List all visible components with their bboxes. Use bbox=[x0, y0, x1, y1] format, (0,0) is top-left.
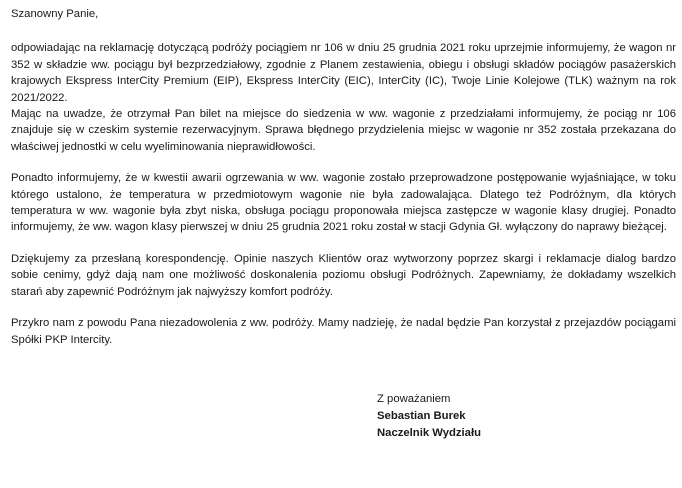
paragraph-sentence: Dziękujemy za przesłaną korespondencję. Opinie naszych Klientów oraz wytworzony poprzez skargi i reklamacje dialog bardzo sobie cenimy, gdyż dają nam one możliwość doskonalenia poziomu obsługi Podróżnych. Zapewniamy, że dokładamy wszelkich starań aby zapewnić Podróżnym jak najwyższy komfort podróży. bbox=[11, 252, 676, 298]
closing-greeting: Z poważaniem bbox=[377, 393, 451, 405]
paragraph-heating bbox=[11, 170, 676, 236]
paragraph-thanks bbox=[11, 251, 676, 300]
paragraph-sentence: odpowiadając na reklamację dotyczącą podróży pociągiem nr 106 w dniu 25 grudnia 2021 roku uprzejmie informujemy, że wagon nr 352 w składzie ww. pociągu był bezprzedziałowy, zgodnie z Planem zestawienia, obiegu i obsługi składów pociągów pasażerskich krajowych Ekspress InterCity Premium (EIP), Ekspress InterCity (EIC), InterCity (IC), Twoje Linie Kolejowe (TLK) ważnym na rok 2021/2022. bbox=[11, 42, 676, 104]
paragraph-apology bbox=[11, 315, 676, 348]
paragraph-sentence: Mając na uwadze, że otrzymał Pan bilet na miejsce do siedzenia w ww. wagonie z przedziałami informujemy, że pociąg nr 106 znajduje się w czeskim systemie rezerwacyjnym. Sprawa błędnego przydzielenia miejsc w wagonie nr 352 została przekazana do właściwej jednostki w celu wyeliminowania nieprawidłowości. bbox=[11, 108, 676, 153]
paragraph-reply-wagon bbox=[11, 40, 676, 155]
letter-body bbox=[11, 6, 676, 363]
salutation: Szanowny Panie, bbox=[11, 8, 99, 20]
signature-block bbox=[377, 391, 481, 441]
paragraph-sentence: Ponadto informujemy, że w kwestii awarii ogrzewania w ww. wagonie zostało przeprowadzone postępowanie wyjaśniające, w toku którego ustalono, że temperatura w przedmiotowym wagonie nie była zadowalająca. Dlatego też Podróżnym, dla których temperatura w ww. wagonie była zbyt niska, obsługa pociągu proponowała miejsca zastępcze w wagonie klasy drugiej. Ponadto informujemy, że ww. wagon klasy pierwszej w dniu 25 grudnia 2021 roku został w stacji Gdynia Gł. wyłączony do naprawy bieżącej. bbox=[11, 172, 676, 234]
paragraph-sentence: Przykro nam z powodu Pana niezadowolenia z ww. podróży. Mamy nadzieję, że nadal będzie Pan korzystał z przejazdów pociągami Spółki PKP Intercity. bbox=[11, 317, 676, 346]
signatory-name: Sebastian Burek bbox=[377, 409, 466, 422]
signatory-title: Naczelnik Wydziału bbox=[377, 426, 482, 439]
